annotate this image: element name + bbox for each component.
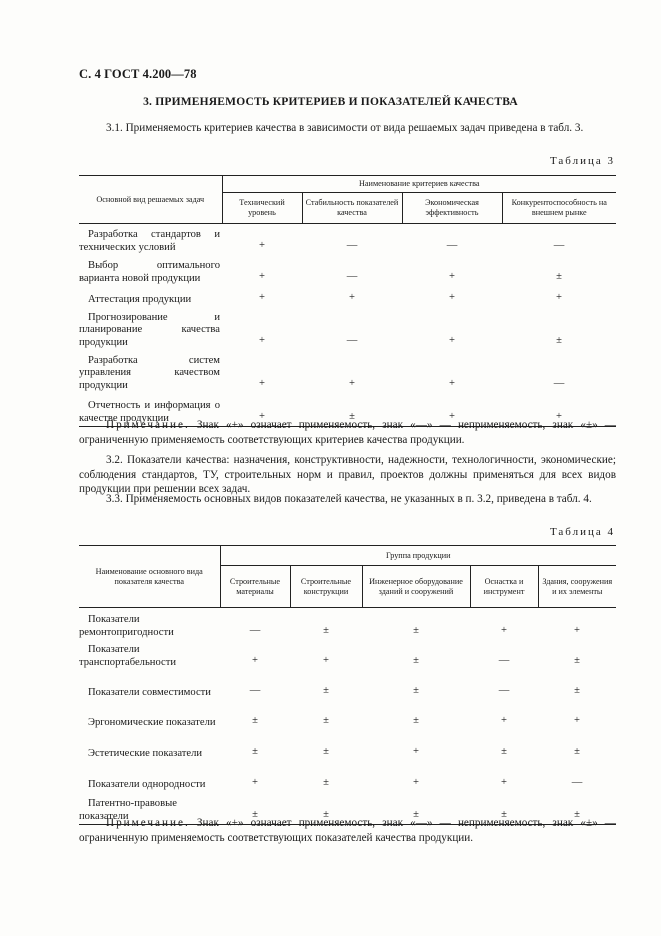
cell: ± [323, 808, 329, 820]
cell: + [501, 776, 507, 788]
table-3-col-4: Конкурентоспособность на внешнем рынке [502, 193, 616, 224]
table-3-col-2: Стабильность показателей качества [302, 193, 402, 224]
table-row [79, 700, 616, 730]
cell: + [252, 776, 258, 788]
table-4-col-2: Строительные конструкции [290, 566, 362, 608]
cell: ± [413, 624, 419, 636]
note-label: Примечание. [106, 817, 190, 829]
cell: + [259, 270, 265, 282]
table-3-col-3: Экономическая эффективность [402, 193, 502, 224]
cell: + [323, 654, 329, 666]
table-4-col-3: Инженерное оборудование зданий и сооружений [362, 566, 470, 608]
cell: ± [349, 410, 355, 422]
cell: ± [574, 745, 580, 757]
cell: ± [323, 745, 329, 757]
table-row [79, 670, 616, 700]
cell: + [574, 624, 580, 636]
cell: + [556, 291, 562, 303]
table-4-head-left: Наименование основного вида показателя качества [79, 546, 220, 608]
cell: ± [413, 654, 419, 666]
note-text: Знак «+» означает применяемость, знак «—» — неприменяемость, знак «±» — ограниченную применяемость соответствующих показателей качества продукции. [79, 817, 616, 844]
table-3 [79, 175, 616, 427]
cell: — [249, 684, 261, 696]
paragraph-3-2: 3.2. Показатели качества: назначения, конструктивности, надежности, технологичности, экономические; соблюдения стандартов, ТУ, строительных норм и правил, проектов должны применяться для всех видов продукции при решении всех задач. [79, 454, 616, 495]
table-row [79, 608, 616, 641]
cell: — [498, 684, 510, 696]
cell: + [259, 239, 265, 251]
table-4-caption: Таблица 4 [549, 526, 615, 538]
cell: ± [501, 745, 507, 757]
cell: — [346, 239, 358, 251]
cell: — [346, 334, 358, 346]
note-label: Примечание. [106, 419, 190, 431]
cell: + [449, 270, 455, 282]
row-label: Показатели совместимости [88, 686, 211, 698]
table-row [79, 350, 616, 393]
cell: — [553, 377, 565, 389]
cell: + [413, 776, 419, 788]
cell: + [501, 714, 507, 726]
cell: + [574, 714, 580, 726]
cell: ± [574, 654, 580, 666]
cell: ± [556, 270, 562, 282]
cell: ± [556, 334, 562, 346]
cell: ± [574, 808, 580, 820]
table-row [79, 255, 616, 286]
cell: ± [323, 776, 329, 788]
note-table-3 [79, 418, 616, 447]
cell: + [259, 291, 265, 303]
table-row [79, 286, 616, 307]
cell: — [498, 654, 510, 666]
table-3-caption: Таблица 3 [549, 155, 615, 167]
section-title: 3. ПРИМЕНЯЕМОСТЬ КРИТЕРИЕВ И ПОКАЗАТЕЛЕЙ КАЧЕСТВА [143, 96, 518, 108]
row-label: Эстетические показатели [88, 747, 203, 759]
row-label: Показатели ремонтопригодности [79, 614, 174, 638]
cell: ± [574, 684, 580, 696]
table-4-col-4: Оснастка и инструмент [470, 566, 538, 608]
cell: + [449, 377, 455, 389]
cell: + [449, 410, 455, 422]
cell: + [501, 624, 507, 636]
cell: + [449, 291, 455, 303]
cell: + [413, 745, 419, 757]
cell: + [259, 410, 265, 422]
table-4-col-1: Строительные материалы [220, 566, 290, 608]
cell: — [346, 270, 358, 282]
table-3-col-1: Технический уровень [222, 193, 302, 224]
table-row [79, 307, 616, 350]
cell: + [252, 654, 258, 666]
row-label: Эргономические показатели [88, 716, 216, 728]
row-label: Показатели транспортабельности [79, 644, 177, 668]
cell: ± [323, 714, 329, 726]
table-row [79, 640, 616, 670]
cell: ± [252, 745, 258, 757]
cell: ± [501, 808, 507, 820]
table-row [79, 224, 616, 256]
row-label: Отчетность и информация о качестве продукции [79, 400, 220, 424]
paragraph-3-3: 3.3. Применяемость основных видов показателей качества, не указанных в п. 3.2, приведена в табл. 4. [106, 493, 592, 505]
cell: + [349, 377, 355, 389]
paragraph-3-1: 3.1. Применяемость критериев качества в зависимости от вида решаемых задач приведена в табл. 3. [106, 122, 584, 134]
cell: ± [323, 684, 329, 696]
table-3-head-group: Наименование критериев качества [222, 176, 616, 193]
note-table-4 [79, 816, 616, 845]
row-label: Патентно-правовые показатели [79, 798, 177, 822]
cell: — [571, 776, 583, 788]
page-header: С. 4 ГОСТ 4.200—78 [79, 67, 197, 81]
cell: ± [413, 808, 419, 820]
row-label: Аттестация продукции [88, 293, 192, 305]
row-label: Разработка стандартов и технических условий [79, 229, 220, 253]
cell: ± [413, 684, 419, 696]
cell: ± [323, 624, 329, 636]
table-row [79, 761, 616, 792]
cell: + [259, 334, 265, 346]
cell: ± [252, 714, 258, 726]
table-4-head-group: Группа продукции [220, 546, 616, 566]
cell: ± [252, 808, 258, 820]
cell: + [259, 377, 265, 389]
cell: + [449, 334, 455, 346]
row-label: Разработка систем управления качеством продукции [79, 354, 220, 391]
row-label: Выбор оптимального варианта новой продукции [79, 260, 220, 284]
cell: — [446, 239, 458, 251]
table-4-col-5: Здания, сооружения и их элементы [538, 566, 616, 608]
cell: — [553, 239, 565, 251]
cell: + [349, 291, 355, 303]
cell: ± [413, 714, 419, 726]
table-4 [79, 545, 616, 825]
cell: + [556, 410, 562, 422]
row-label: Прогнозирование и планирование качества продукции [79, 311, 220, 348]
cell: — [249, 624, 261, 636]
row-label: Показатели однородности [88, 778, 206, 790]
note-text: Знак «+» означает применяемость, знак «—» — неприменяемость, знак «±» — ограниченную применяемость соответствующих критериев качества продукции. [79, 419, 616, 446]
table-3-head-left: Основной вид решаемых задач [79, 176, 222, 224]
table-row [79, 730, 616, 761]
